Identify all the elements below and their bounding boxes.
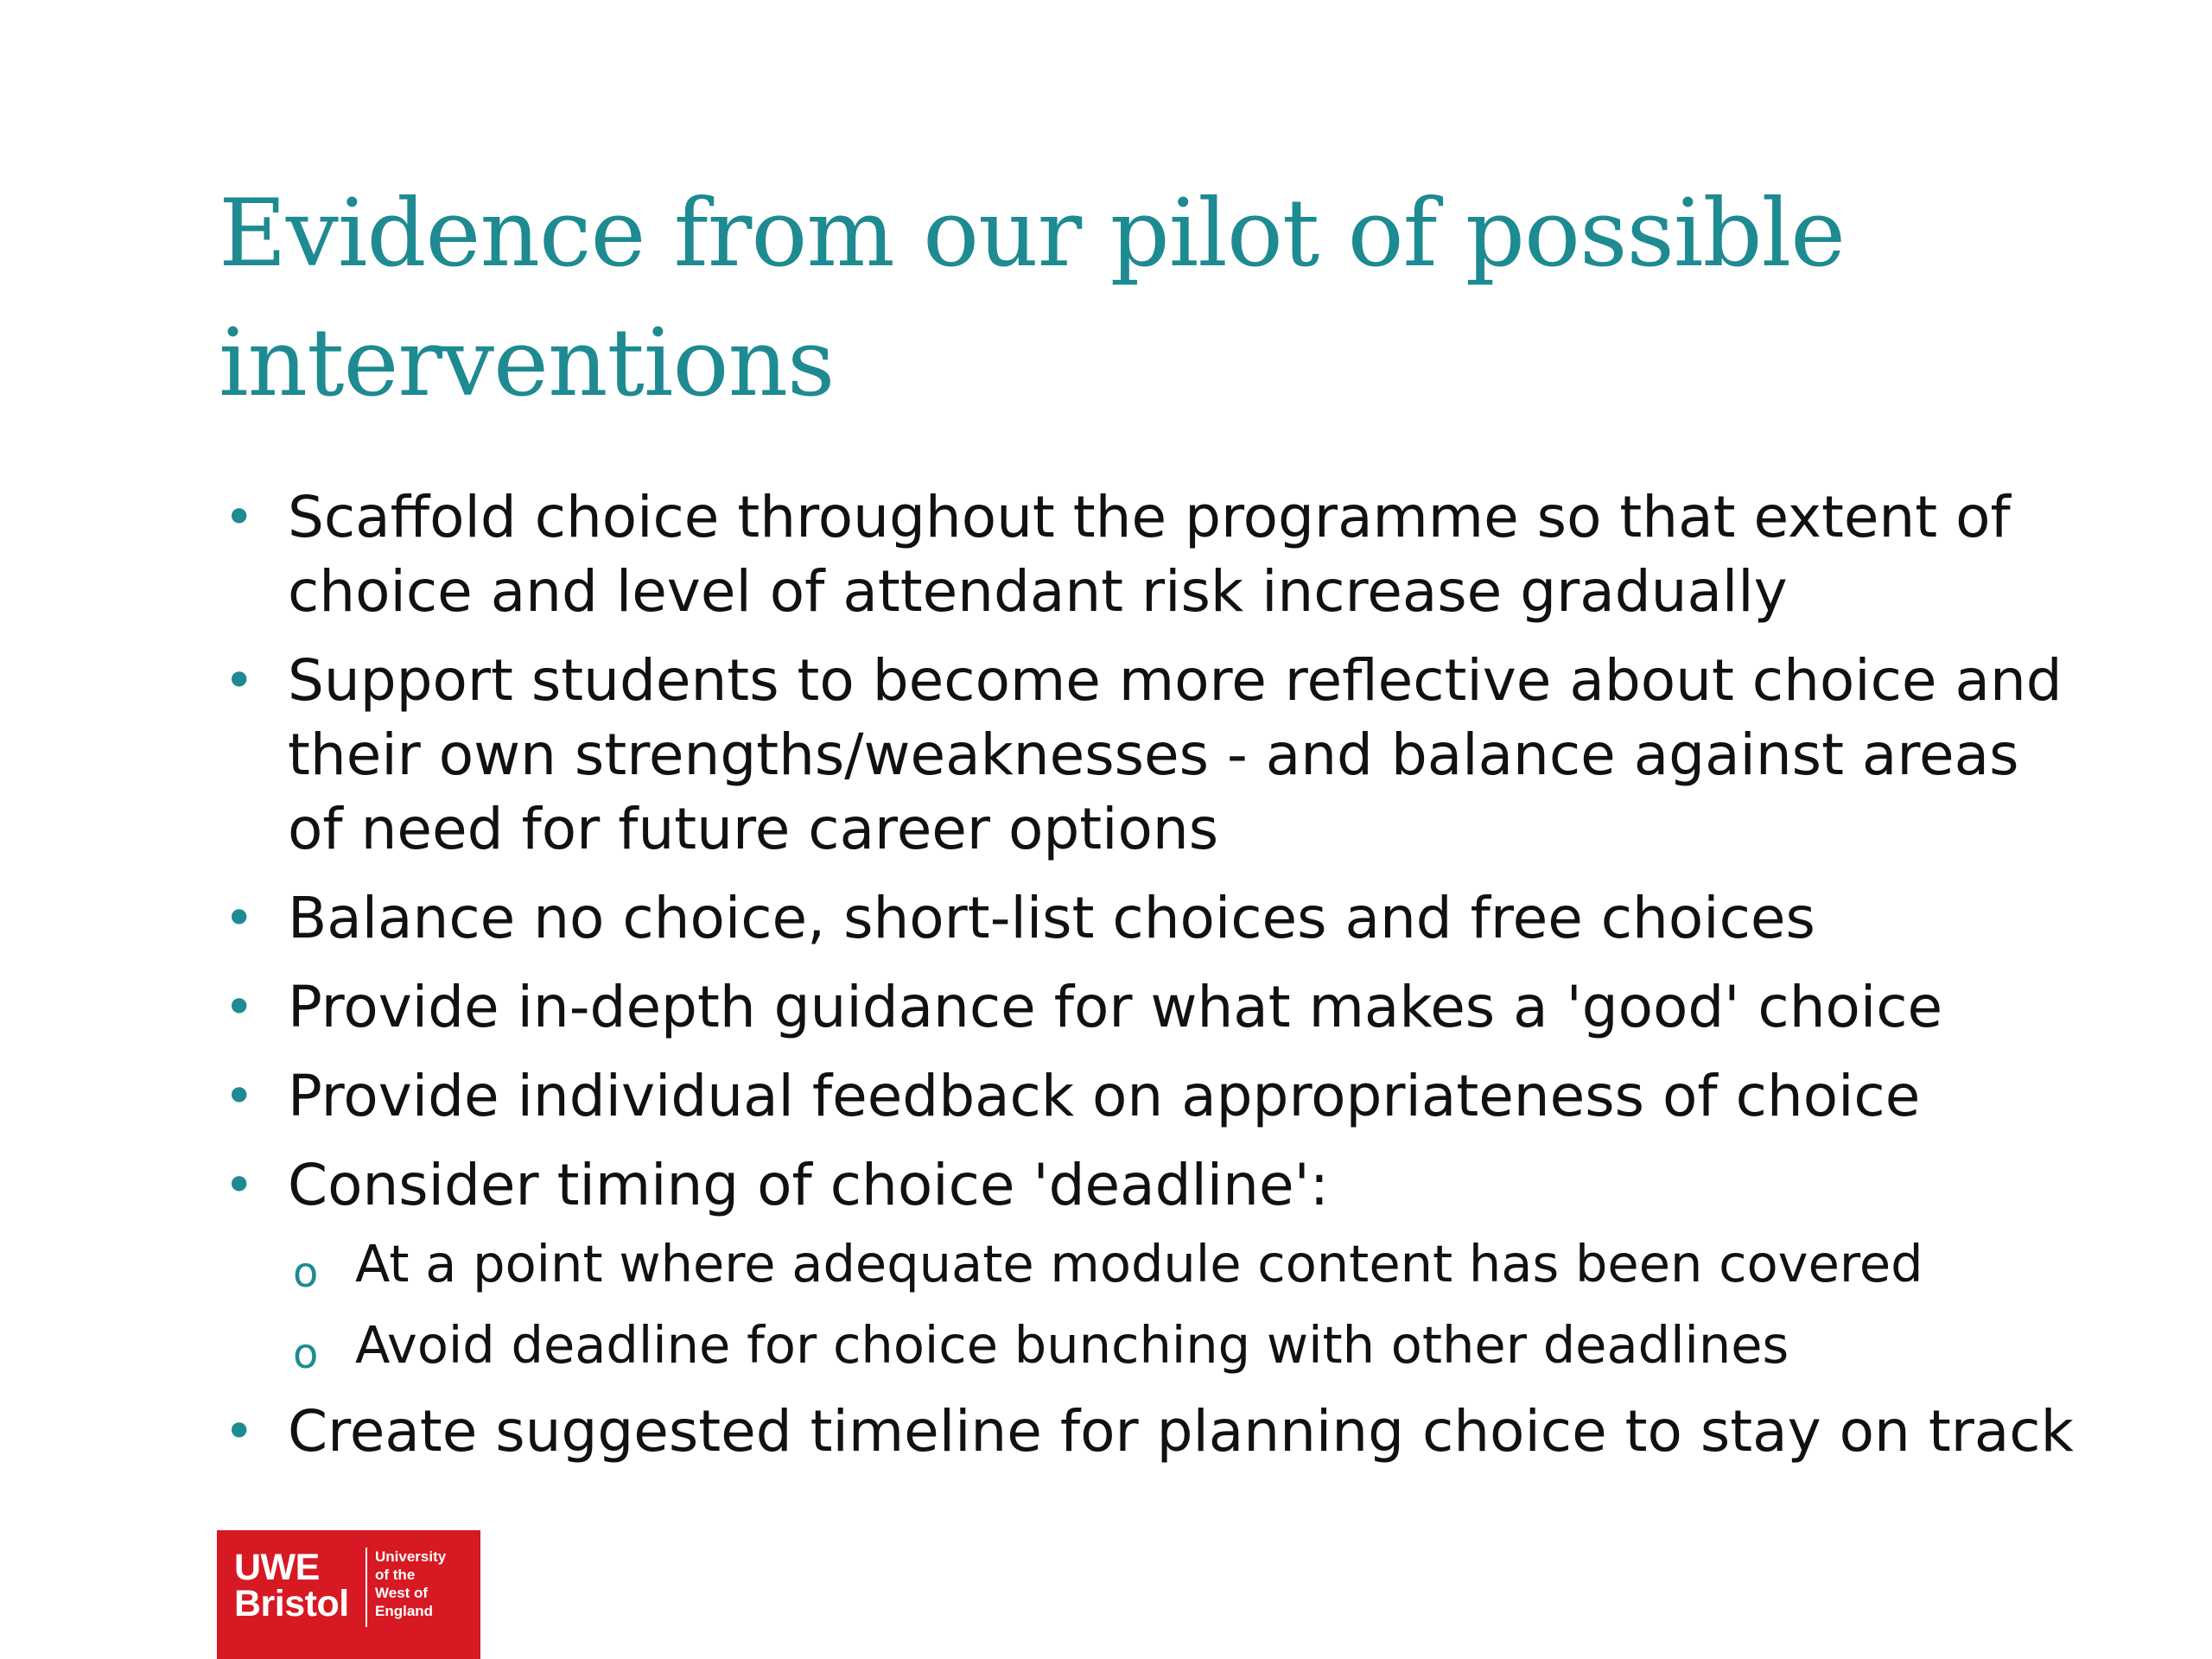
sub-bullet-text: At a point where adequate module content has been covered — [355, 1234, 1923, 1294]
bullet-text: Provide individual feedback on appropriateness of choice — [288, 1063, 1921, 1129]
bullet-dot-icon: • — [224, 1402, 255, 1462]
bullet-item — [219, 1059, 2076, 1134]
bullet-item — [219, 1395, 2076, 1469]
bullet-item — [219, 970, 2076, 1045]
bullet-list — [219, 480, 2076, 1484]
hollow-circle-icon: o — [293, 1330, 319, 1378]
logo-subtext-line: University — [375, 1548, 447, 1565]
sub-bullet-text: Avoid deadline for choice bunching with other deadlines — [355, 1315, 1789, 1375]
bullet-item — [219, 881, 2076, 956]
hollow-circle-icon: o — [293, 1249, 319, 1297]
logo-line-bristol: Bristol — [234, 1583, 349, 1624]
sub-bullet-item — [288, 1311, 2076, 1380]
bullet-text: Create suggested timeline for planning choice to stay on track — [288, 1398, 2074, 1465]
sub-bullet-item — [288, 1230, 2076, 1299]
bullet-dot-icon: • — [224, 487, 255, 548]
logo-subtext-line: of the — [375, 1567, 416, 1583]
bullet-text: Provide in-depth guidance for what makes a 'good' choice — [288, 974, 1943, 1040]
bullet-text: Support students to become more reflective about choice and their own strengths/weaknesses - and balance against areas of need for future career options — [288, 647, 2063, 862]
bullet-text: Consider timing of choice 'deadline': — [288, 1152, 1329, 1218]
logo-divider — [365, 1548, 367, 1627]
logo-subtext — [375, 1548, 446, 1620]
bullet-dot-icon: • — [224, 888, 255, 949]
logo-subtext-line: England — [375, 1603, 434, 1619]
bullet-text: Balance no choice, short-list choices and free choices — [288, 885, 1815, 951]
bullet-dot-icon: • — [224, 1066, 255, 1127]
bullet-text: Scaffold choice throughout the programme so that extent of choice and level of attendant risk increase gradually — [288, 484, 2011, 625]
logo-wordmark — [234, 1549, 349, 1622]
bullet-item — [219, 1148, 2076, 1380]
slide-title: Evidence from our pilot of possible interventions — [219, 180, 1846, 417]
bullet-item — [219, 480, 2076, 629]
uwe-bristol-logo — [217, 1530, 480, 1659]
bullet-dot-icon: • — [224, 977, 255, 1038]
bullet-item — [219, 644, 2076, 867]
bullet-dot-icon: • — [224, 651, 255, 711]
sub-bullet-list — [288, 1230, 2076, 1380]
logo-line-uwe: UWE — [234, 1547, 320, 1588]
logo-subtext-line: West of — [375, 1585, 429, 1601]
bullet-dot-icon: • — [224, 1155, 255, 1216]
